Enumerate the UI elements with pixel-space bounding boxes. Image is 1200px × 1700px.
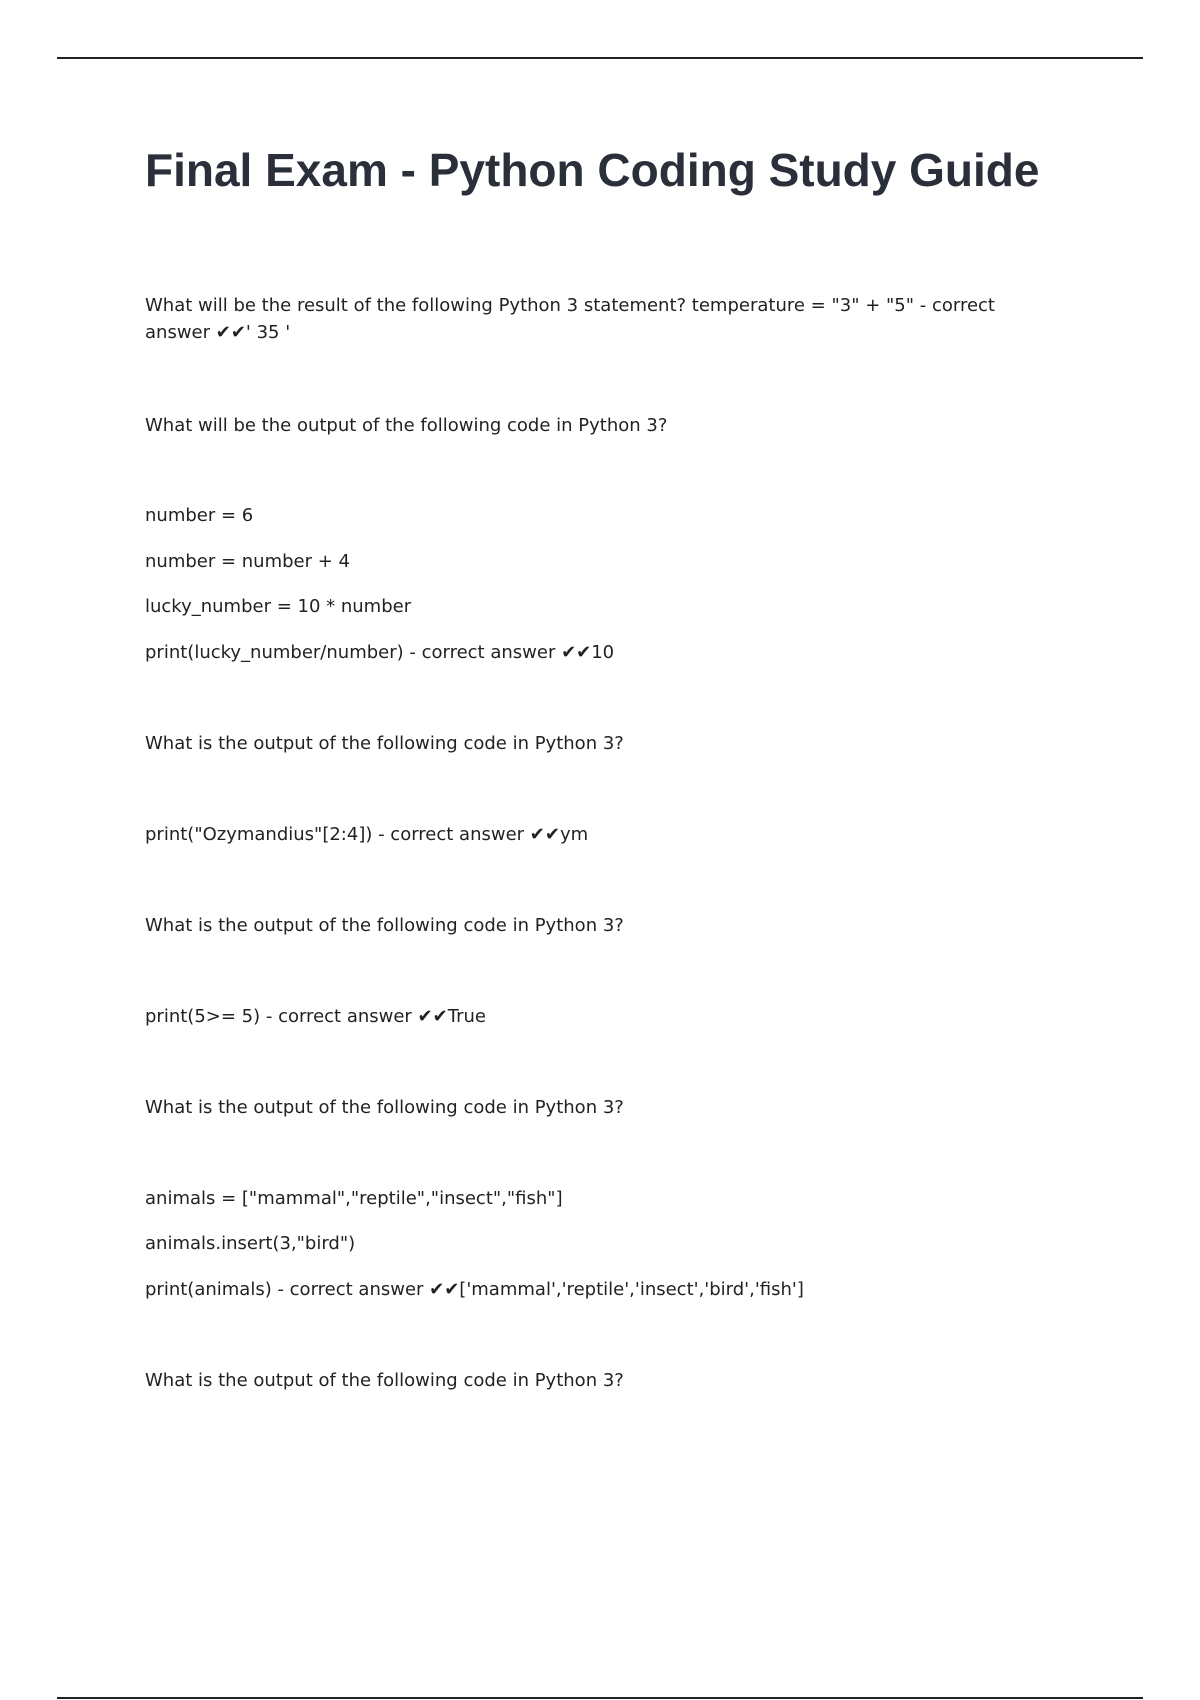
- code-line: number = number + 4: [145, 551, 351, 572]
- page-title: Final Exam - Python Coding Study Guide: [145, 144, 1040, 196]
- code-line: number = 6: [145, 505, 254, 526]
- question-1-text: What will be the result of the following Python 3 statement? temperature = "3" + "5" - correct answer ✔✔' 35 ': [145, 295, 995, 343]
- answer-line: print("Ozymandius"[2:4]) - correct answer ✔✔ym: [145, 824, 589, 845]
- code-line: animals.insert(3,"bird"): [145, 1233, 356, 1254]
- bottom-divider: [57, 1697, 1143, 1699]
- question-2-text: What will be the output of the following code in Python 3?: [145, 415, 668, 436]
- code-line: animals = ["mammal","reptile","insect","fish"]: [145, 1188, 563, 1209]
- code-line: lucky_number = 10 * number: [145, 596, 412, 617]
- question-5-text: What is the output of the following code in Python 3?: [145, 1097, 624, 1118]
- question-4-text: What is the output of the following code in Python 3?: [145, 915, 624, 936]
- answer-line: print(animals) - correct answer ✔✔['mammal','reptile','insect','bird','fish']: [145, 1279, 804, 1300]
- answer-line: print(lucky_number/number) - correct answer ✔✔10: [145, 642, 615, 663]
- top-divider: [57, 57, 1143, 59]
- question-3-text: What is the output of the following code in Python 3?: [145, 733, 624, 754]
- answer-line: print(5>= 5) - correct answer ✔✔True: [145, 1006, 486, 1027]
- question-6-text: What is the output of the following code in Python 3?: [145, 1370, 624, 1391]
